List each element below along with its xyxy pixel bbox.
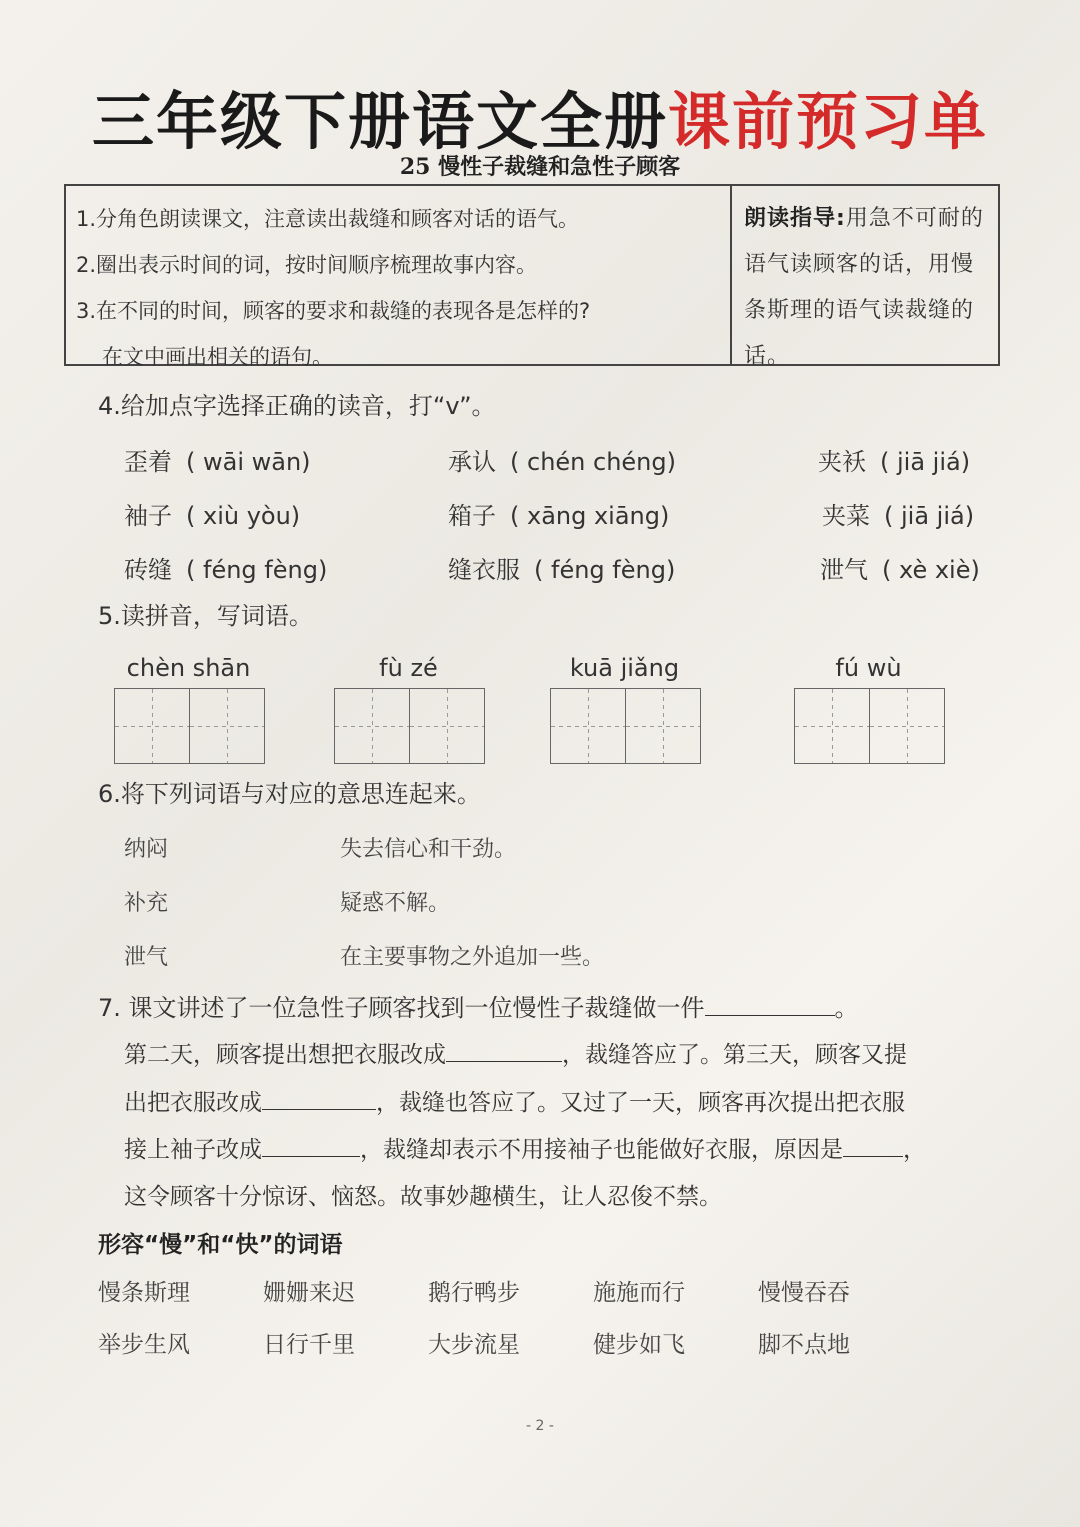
idiom: 施施而行 [593,1280,685,1306]
writing-cell[interactable] [114,688,190,764]
q7-text: ，裁缝却表示不用接袖子也能做好衣服，原因是 [360,1137,843,1163]
grid-pinyin: fù zé [379,654,438,682]
page-title [0,72,1080,161]
writing-cell[interactable] [409,688,485,764]
writing-cell[interactable] [550,688,626,764]
q7-line5: 这令顾客十分惊讶、恼怒。故事妙趣横生，让人忍俊不禁。 [124,1184,722,1210]
choice-options: ( jiā jiá) [884,502,975,530]
idiom: 健步如飞 [593,1332,685,1358]
idiom: 脚不点地 [758,1332,850,1358]
idioms-slow-row [98,1274,923,1307]
choice-word: 泄气 [820,556,868,584]
q7-text: ， [903,1137,926,1163]
choice-options: ( chén chéng) [510,448,676,476]
idioms-heading: 形容“慢”和“快”的词语 [98,1232,343,1258]
choice-options: ( wāi wān) [186,448,311,476]
guide-label: 朗读指导: [744,206,846,231]
match-meaning[interactable]: 在主要事物之外追加一些。 [340,945,605,970]
writing-grid-group [794,654,943,764]
choice-options: ( xiù yòu) [186,502,301,530]
choice-word: 歪着 [124,448,172,476]
pinyin-choice [448,442,676,477]
q6-prompt: 6.将下列词语与对应的意思连起来。 [98,780,481,808]
writing-cell[interactable] [869,688,945,764]
q7-text: 7. 课文讲述了一位急性子顾客找到一位慢性子裁缝做一件 [98,994,705,1022]
writing-cell[interactable] [625,688,701,764]
pinyin-choice [124,496,300,531]
writing-grid-group [334,654,483,764]
pinyin-choice [820,550,980,585]
match-meaning[interactable]: 失去信心和干劲。 [340,837,517,862]
q7-line1 [98,988,859,1023]
writing-grid-group [550,654,699,764]
match-word[interactable]: 纳闷 [124,837,169,862]
choice-options: ( jiā jiá) [880,448,971,476]
q7-text: 接上袖子改成 [124,1137,262,1163]
q7-text: 。 [834,994,859,1022]
writing-grid-group [114,654,263,764]
title-red: 课前预习单 [668,85,989,158]
task-item: 1.分角色朗读课文，注意读出裁缝和顾客对话的语气。 [76,207,580,231]
reading-guide [732,186,998,369]
writing-cell[interactable] [334,688,410,764]
pinyin-choice [818,442,970,477]
match-word[interactable]: 补充 [124,891,169,916]
idiom: 姗姗来迟 [263,1280,355,1306]
q7-text: 第二天，顾客提出想把衣服改成 [124,1042,446,1068]
choice-word: 箱子 [448,502,496,530]
idiom: 举步生风 [98,1332,190,1358]
grid-pinyin: chèn shān [126,654,251,682]
choice-word: 夹袄 [818,448,866,476]
q7-line2 [124,1036,907,1069]
choice-options: ( xè xiè) [882,556,980,584]
q7-text: 出把衣服改成 [124,1090,262,1116]
q7-text: ，裁缝也答应了。又过了一天，顾客再次提出把衣服 [376,1090,905,1116]
fill-blank[interactable] [262,1087,376,1110]
pinyin-choice [124,550,327,585]
match-word[interactable]: 泄气 [124,945,169,970]
writing-cell[interactable] [794,688,870,764]
q4-prompt: 4.给加点字选择正确的读音，打“v”。 [98,392,496,420]
choice-options: ( féng fèng) [186,556,328,584]
choice-word: 夹菜 [822,502,870,530]
q7-line3 [124,1084,905,1117]
pinyin-choice [822,496,974,531]
task-list [66,186,732,369]
match-meaning[interactable]: 疑惑不解。 [340,891,451,916]
choice-options: ( féng fèng) [534,556,676,584]
idiom: 慢慢吞吞 [758,1280,850,1306]
task-item: 在文中画出相关的语句。 [102,345,333,369]
title-black: 三年级下册语文全册 [91,85,668,158]
lesson-subtitle: 25 慢性子裁缝和急性子顾客 [399,154,681,180]
pinyin-choice [448,550,675,585]
task-item: 3.在不同的时间，顾客的要求和裁缝的表现各是怎样的? [76,299,591,323]
pinyin-choice [124,442,311,477]
choice-word: 缝衣服 [448,556,520,584]
fill-blank[interactable] [446,1039,562,1062]
q7-text: ，裁缝答应了。第三天，顾客又提 [562,1042,907,1068]
guide-text: 用急不可耐的语气读顾客的话，用慢条斯理的语气读裁缝的话。 [744,206,984,369]
idiom: 日行千里 [263,1332,355,1358]
fill-blank[interactable] [705,993,835,1016]
choice-word: 袖子 [124,502,172,530]
fill-blank[interactable] [843,1134,903,1157]
choice-word: 砖缝 [124,556,172,584]
q5-prompt: 5.读拼音，写词语。 [98,602,313,630]
task-item: 2.圈出表示时间的词，按时间顺序梳理故事内容。 [76,253,538,277]
writing-cell[interactable] [189,688,265,764]
grid-pinyin: fú wù [835,654,902,682]
idiom: 大步流星 [428,1332,520,1358]
page-number: - 2 - [526,1418,554,1434]
choice-word: 承认 [448,448,496,476]
idiom: 鹅行鸭步 [428,1280,520,1306]
fill-blank[interactable] [262,1134,360,1157]
task-box [64,184,1000,369]
choice-options: ( xāng xiāng) [510,502,670,530]
grid-pinyin: kuā jiǎng [569,654,680,682]
idiom: 慢条斯理 [98,1280,190,1306]
idioms-fast-row [98,1326,923,1359]
q7-line4 [124,1131,926,1164]
pinyin-choice [448,496,669,531]
